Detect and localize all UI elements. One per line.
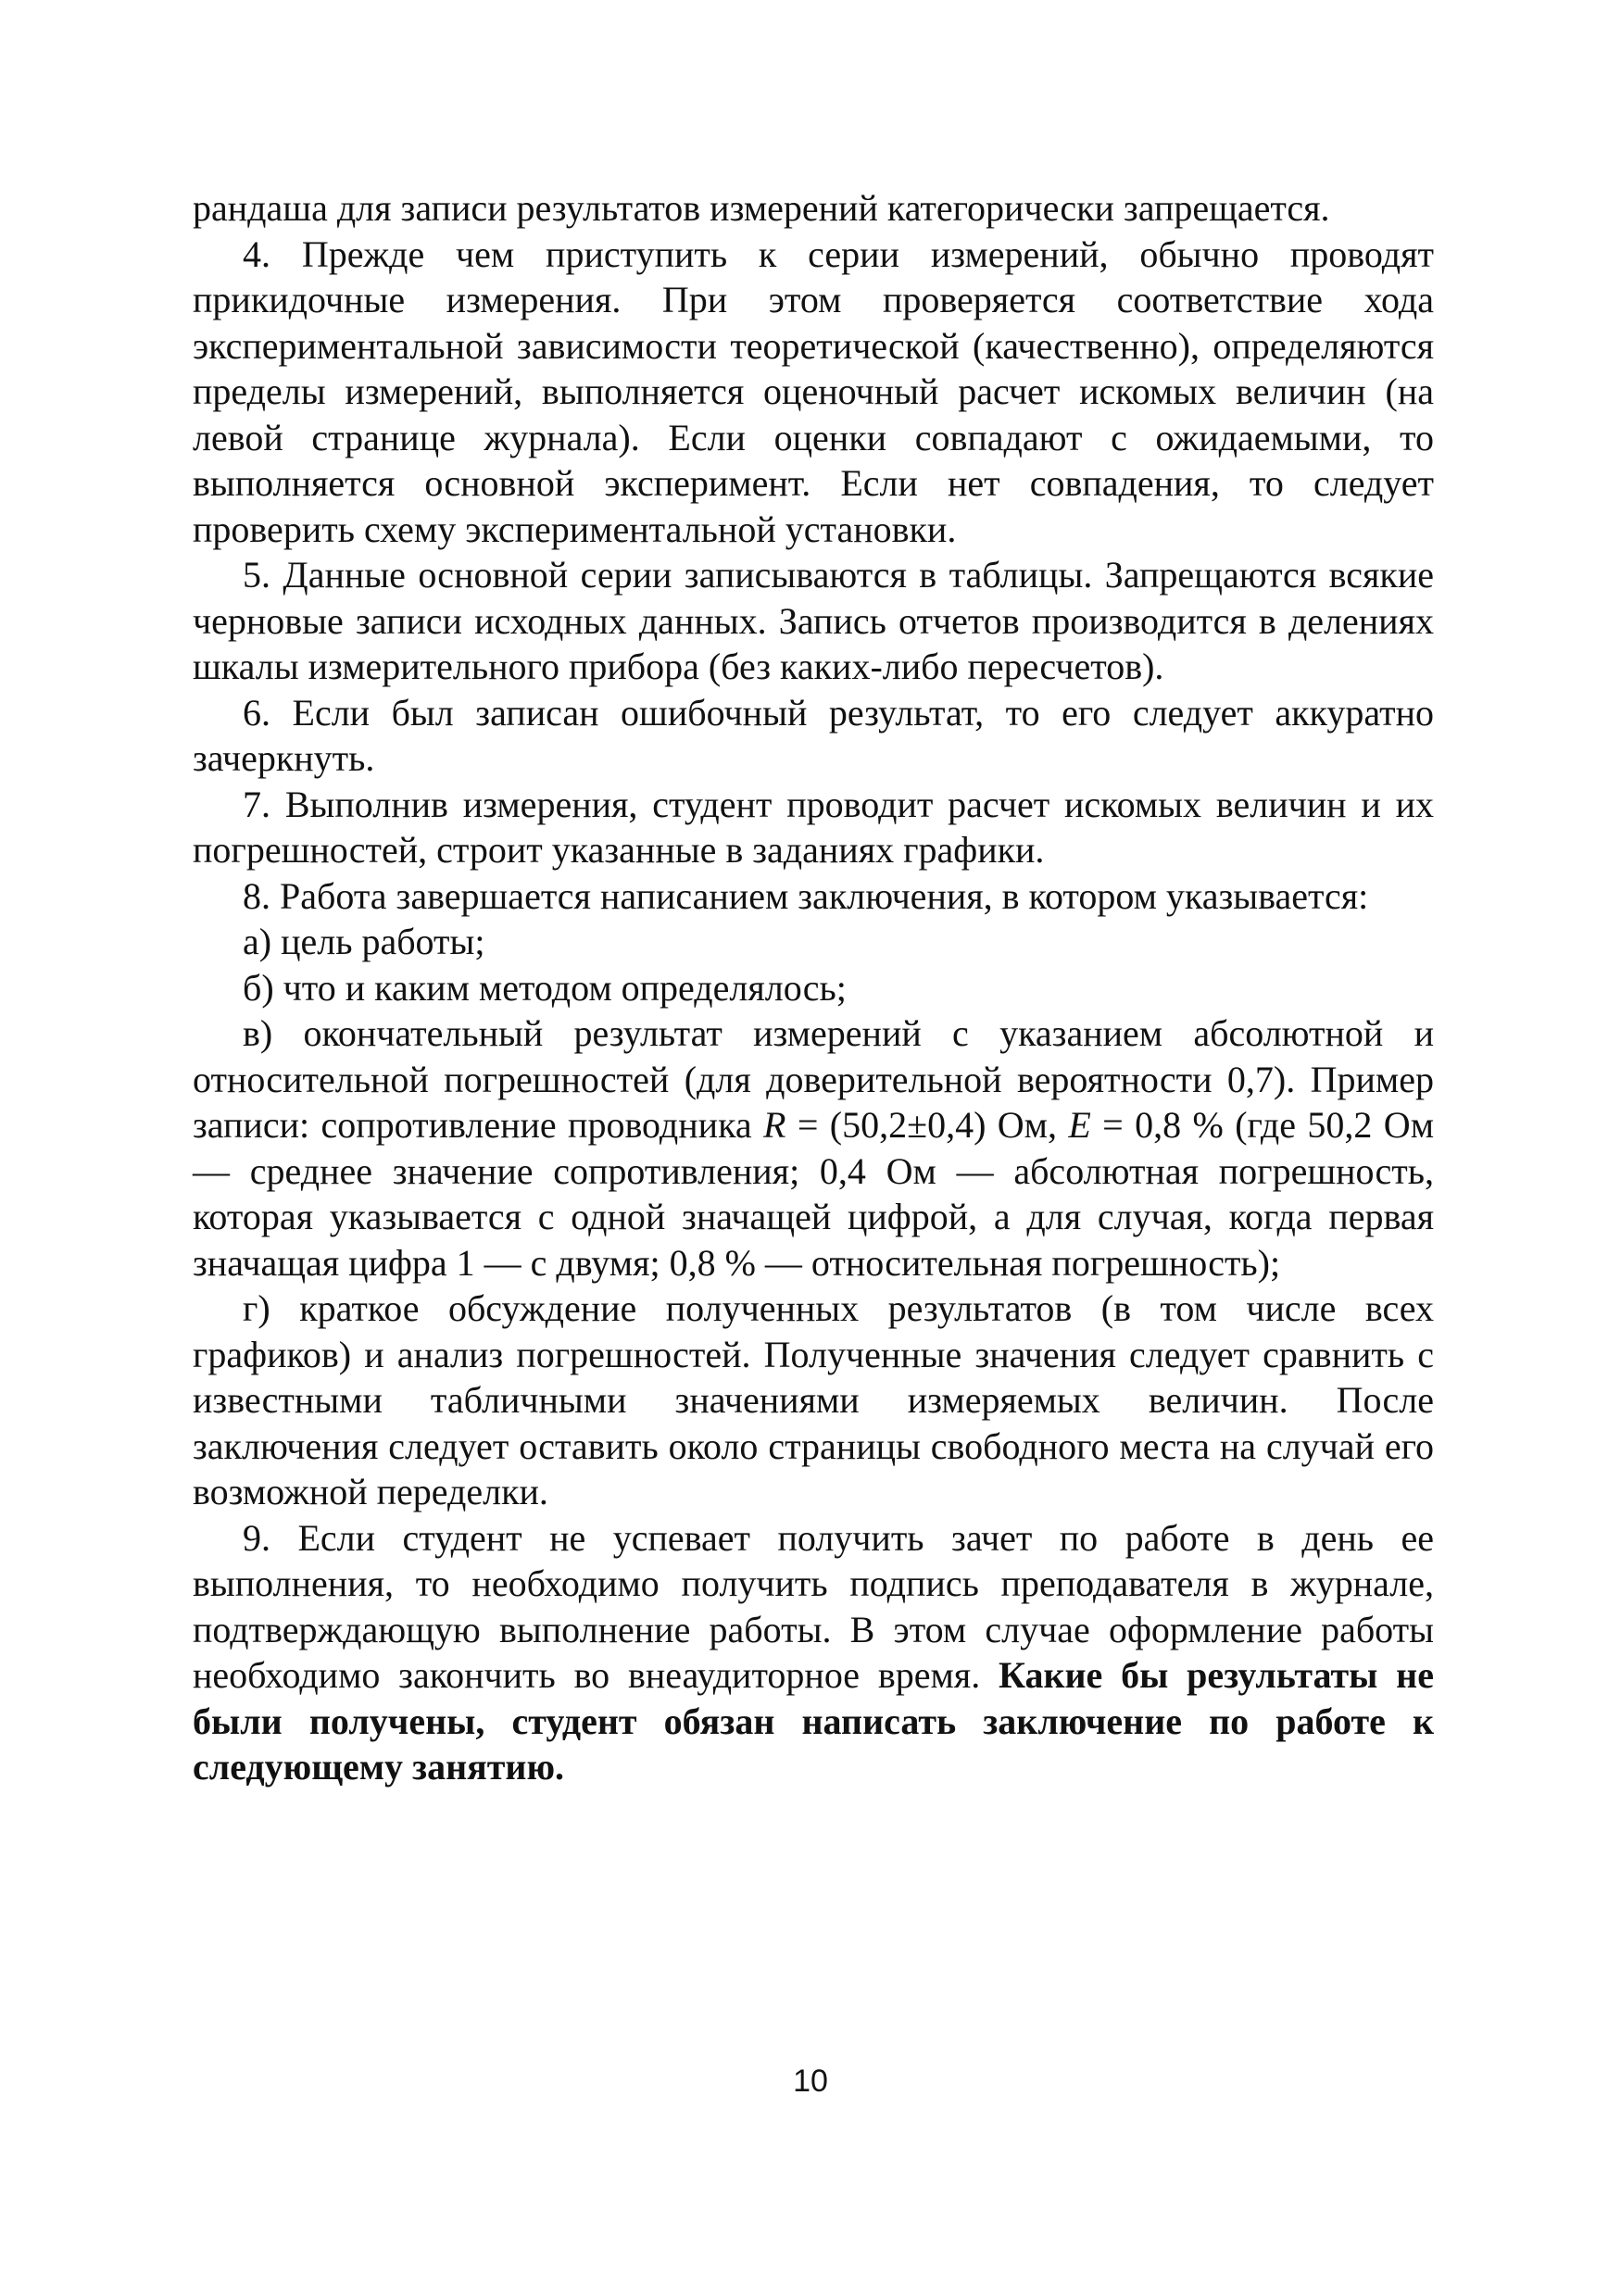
paragraph-continuation: рандаша для записи результатов измерений категорически запрещается. [193,187,1330,229]
paragraph-item-7: 7. Выполнив измерения, студент проводит расчет искомых величин и их погрешностей, строит указанные в заданиях графики. [193,783,1434,871]
item-8c-text-3: = 0,8 % (где 50,2 Ом — среднее значение сопротивления; 0,4 Ом — абсолютная погрешность, которая указывается с одной значащей цифрой, а для случая, когда первая значащая цифра 1 — с двумя; 0,8 % — относительная погрешность); [193,1104,1435,1284]
paragraph-item-8b: б) что и каким методом определялось; [243,966,847,1009]
page-number: 10 [793,2064,828,2099]
paragraph-item-9 [193,1515,1434,1790]
variable-r: R [763,1104,786,1146]
variable-e: E [1068,1104,1091,1146]
paragraph-item-4: 4. Прежде чем приступить к серии измерений, обычно проводят прикидочные измерения. При этом проверяется соответствие хода экспериментальной зависимости теоретической (качественно), определяются пределы измерений, выполняется оценочный расчет искомых величин (на левой странице журнала). Если оценки совпадают с ожидаемыми, то выполняется основной эксперимент. Если нет совпадения, то следует проверить схему экспериментальной установки. [193,232,1434,550]
document-body [193,185,1434,1790]
item-9-bold-warning: Какие бы результаты не были получены, студент обязан написать заключение по работе к следующему занятию. [193,1654,1434,1788]
item-8c-text-1: в) окончательный результат измерений с указанием абсолютной и относительной погрешностей (для доверительной вероятности 0,7). Пример записи: сопротивление проводника [193,1012,1434,1146]
paragraph-item-8d: г) краткое обсуждение полученных результатов (в том числе всех графиков) и анализ погрешностей. Полученные значения следует сравнить с известными табличными значениями измеряемых величин. После заключения следует оставить около страницы свободного места на случай его возможной переделки. [193,1287,1434,1512]
paragraph-item-5: 5. Данные основной серии записываются в таблицы. Запрещаются всякие черновые записи исходных данных. Запись отчетов производится в делениях шкалы измерительного прибора (без каких-либо пересчетов). [193,554,1434,687]
paragraph-item-8c [193,1010,1434,1286]
item-9-text: 9. Если студент не успевает получить зачет по работе в день ее выполнения, то необходимо получить подпись преподавателя в журнале, подтверждающую выполнение работы. В этом случае оформление работы необходимо закончить во внеаудиторное время. [193,1516,1434,1696]
paragraph-item-8: 8. Работа завершается написанием заключения, в котором указывается: [243,874,1369,917]
paragraph-item-8a: а) цель работы; [243,921,485,962]
paragraph-item-6: 6. Если был записан ошибочный результат, то его следует аккуратно зачеркнуть. [193,691,1434,779]
item-8c-text-2: = (50,2±0,4) Ом, [785,1104,1069,1146]
